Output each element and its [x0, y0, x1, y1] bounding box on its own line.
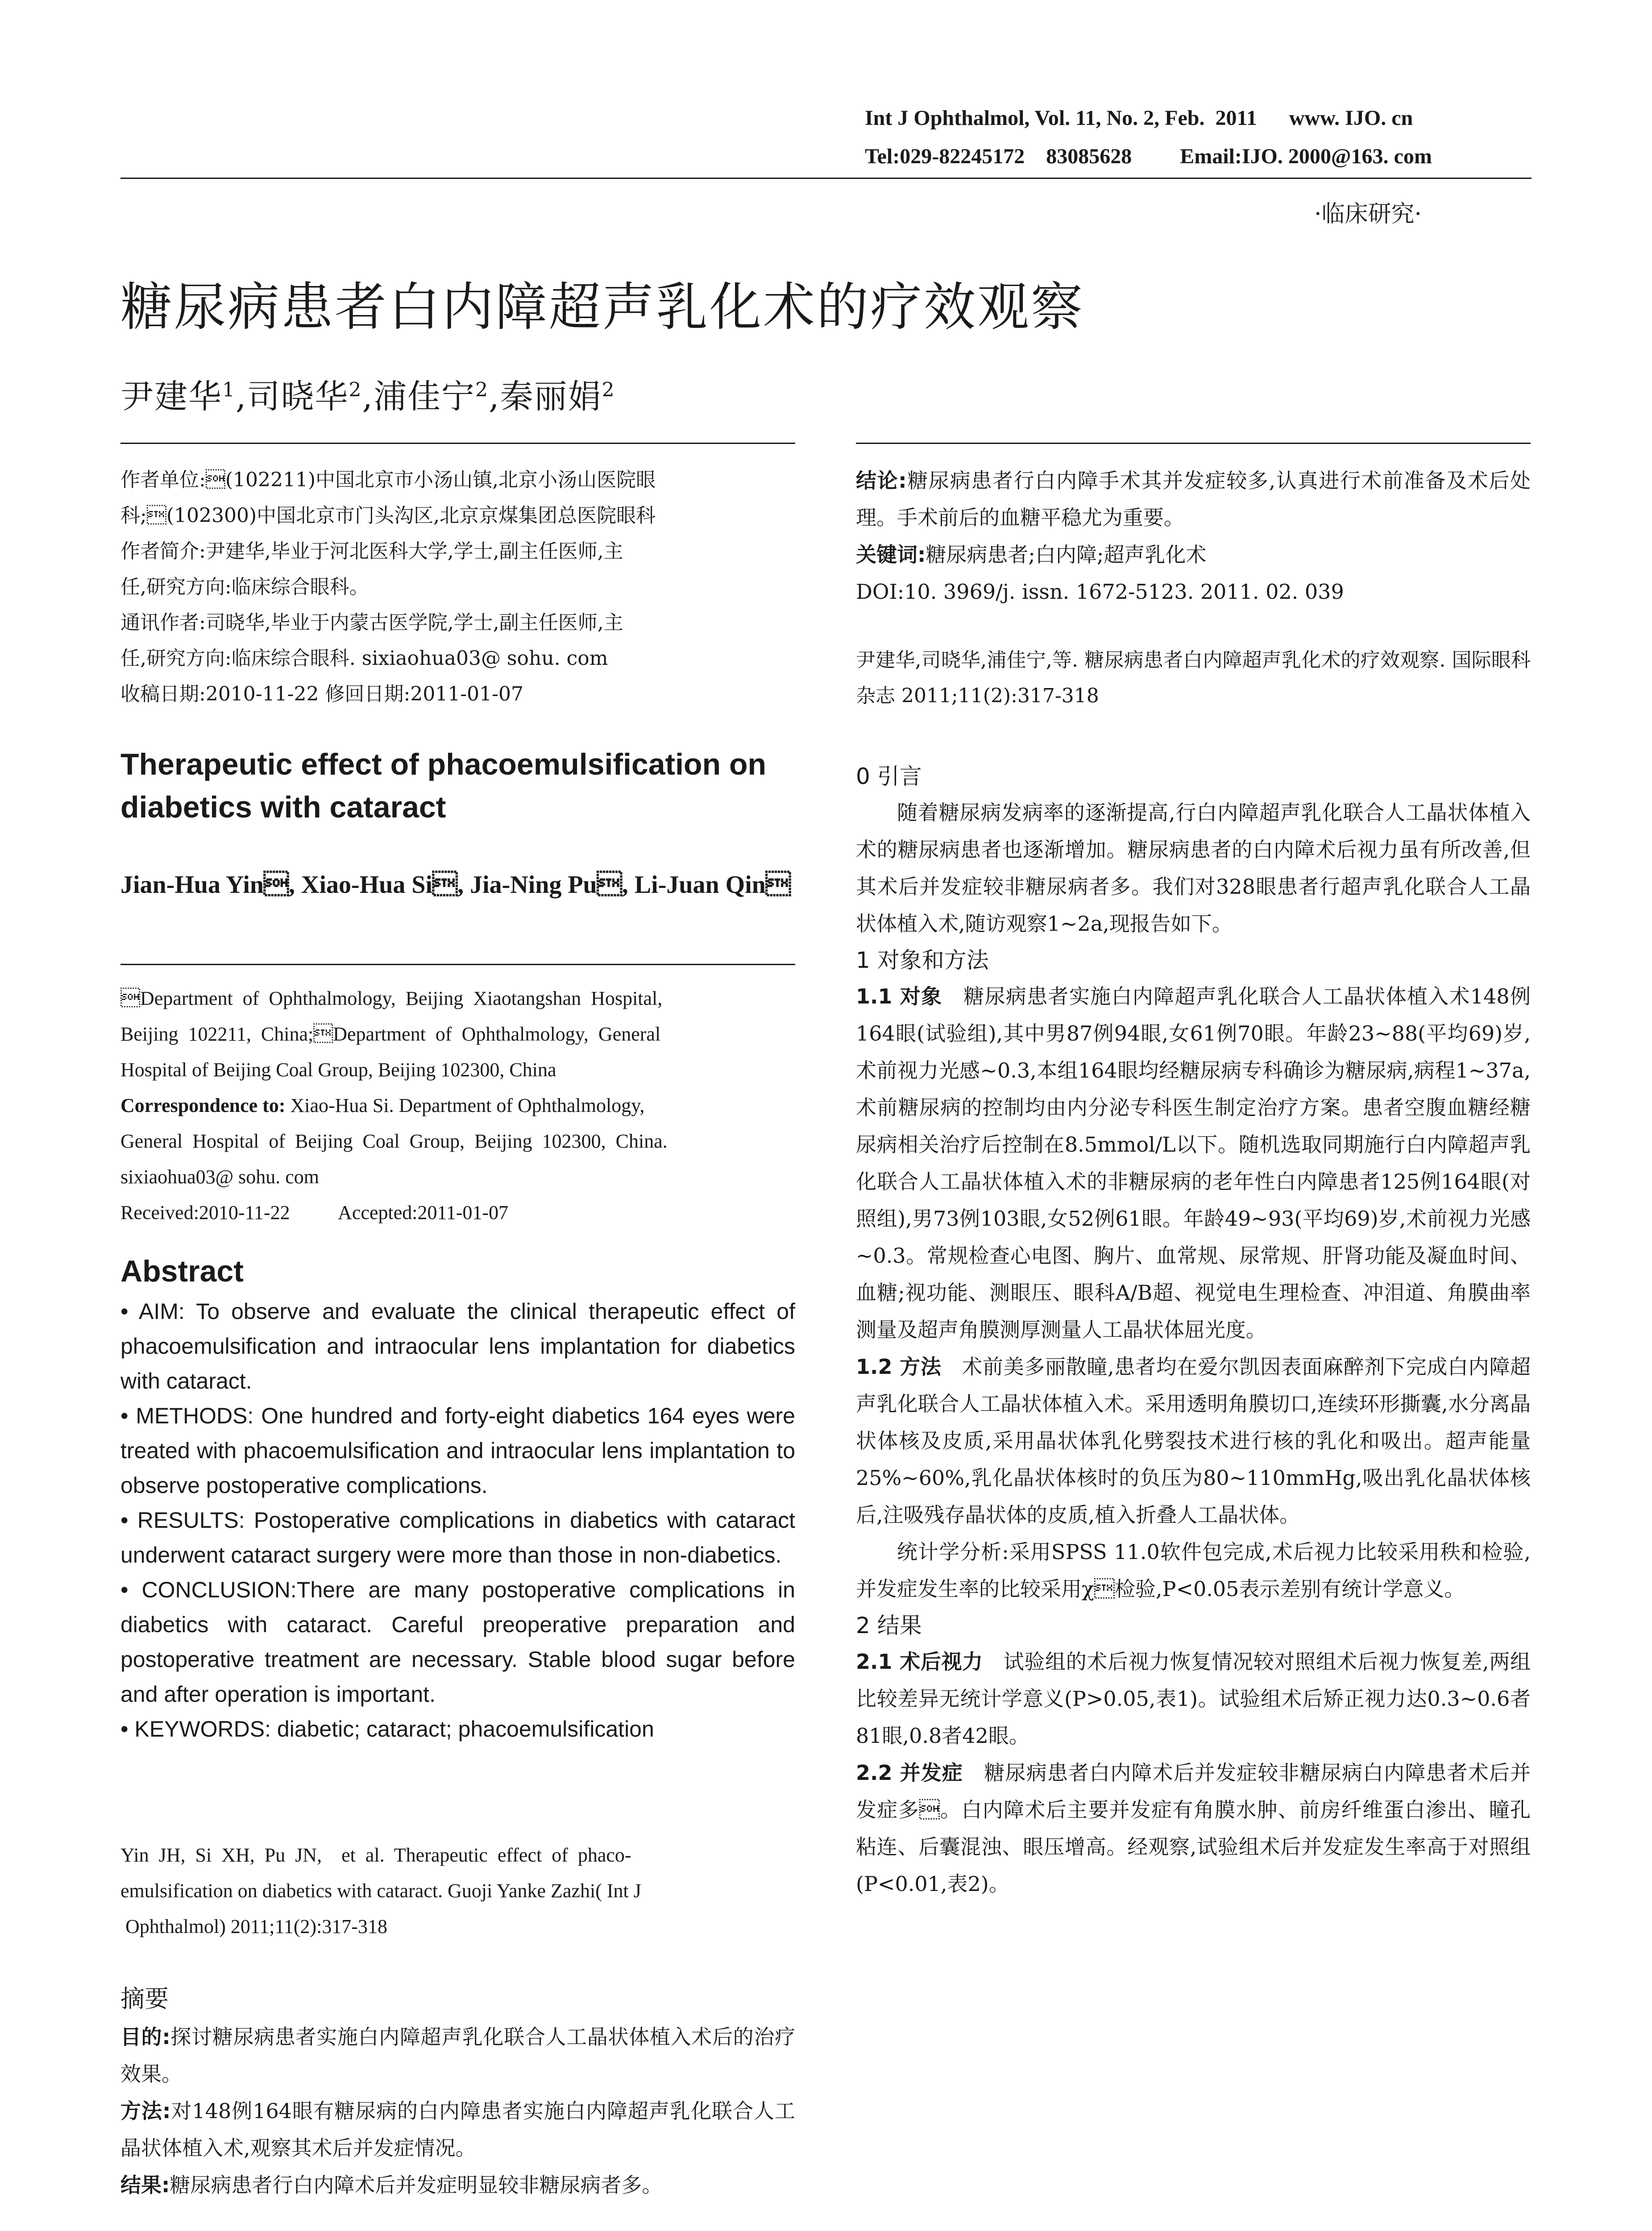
- zh-abstract-text: 对148例164眼有糖尿病的白内障患者实施白内障超声乳化联合人工晶状体植入术,观察其术后并发症情况。: [120, 2099, 795, 2160]
- english-title: Therapeutic effect of phacoemulsification on diabetics with cataract: [120, 747, 767, 824]
- author-affiliation-mark: 2: [602, 378, 615, 402]
- english-affiliations: [120, 981, 795, 1231]
- zh-abstract-text: 糖尿病患者行白内障术后并发症明显较非糖尿病者多。: [170, 2173, 663, 2197]
- info-line: 任,研究方向:临床综合眼科。: [120, 576, 369, 598]
- abstract-heading: Abstract: [120, 1254, 244, 1288]
- zh-abstract-conclusion: [856, 462, 1531, 536]
- left-column-rule: [120, 443, 795, 444]
- affiliation-rule: [120, 964, 795, 965]
- abstract-text: To observe and evaluate the clinical therapeutic effect of phacoemulsification and intraocular lens implantation for diabetics with cataract.: [120, 1299, 795, 1393]
- correspondence: [120, 1088, 795, 1124]
- zh-keywords-label: 关键词:: [856, 543, 926, 567]
- abstract-text: One hundred and forty-eight diabetics 164 eyes were treated with phacoemulsification and intraocular lens implantation to observe postoperative complications.: [120, 1403, 795, 1498]
- citation-line: emulsification on diabetics with cataract. Guoji Yanke Zazhi( Int J: [120, 1880, 641, 1902]
- subsection-label: 1.2 方法: [856, 1355, 942, 1379]
- journal-info-line: Int J Ophthalmol, Vol. 11, No. 2, Feb. 2011 www. IJO. cn: [865, 106, 1413, 130]
- abstract-aim: [120, 1294, 795, 1398]
- author-name: 秦丽娟: [500, 377, 602, 416]
- zh-abstract-heading: 摘要: [120, 1985, 169, 2013]
- abstract-body: [120, 1294, 795, 1746]
- correspondence-text: Xiao-Hua Si. Department of Ophthalmology,: [285, 1095, 645, 1116]
- right-abstract-tail: [856, 462, 1531, 610]
- abstract-label: • RESULTS:: [120, 1508, 245, 1533]
- english-citation: [120, 1837, 795, 1945]
- author-name: 尹建华: [120, 377, 222, 416]
- zh-keywords-text: 糖尿病患者;白内障;超声乳化术: [926, 543, 1207, 567]
- zh-abstract-label: 方法:: [120, 2099, 171, 2123]
- info-line: 作者单位:(102211)中国北京市小汤山镇,北京小汤山医院眼: [120, 469, 656, 491]
- info-line: 科;(102300)中国北京市门头沟区,北京京煤集团总医院眼科: [120, 504, 656, 527]
- english-authors: Jian-Hua Yin, Xiao-Hua Si, Jia-Ning Pu, Li-Juan Qin: [120, 871, 791, 899]
- abstract-text: There are many postoperative complications in diabetics with cataract. Careful preoperative preparation and postoperative treatment are necessary. Stable blood sugar before and after operation is important.: [120, 1577, 795, 1707]
- author-name: 司晓华: [247, 377, 349, 416]
- author-affiliation-mark: 2: [349, 378, 362, 402]
- methods-paragraph: [856, 1348, 1531, 1534]
- complications-paragraph: [856, 1754, 1531, 1903]
- abstract-label: • AIM:: [120, 1299, 185, 1324]
- abstract-label: • KEYWORDS:: [120, 1717, 271, 1742]
- article-body: [856, 759, 1531, 1903]
- subsection-label: 1.1 对象: [856, 984, 942, 1008]
- author-name: 浦佳宁: [374, 377, 476, 416]
- author-affiliation-mark: 1: [222, 378, 236, 402]
- citation-line: Yin JH, Si XH, Pu JN, et al. Therapeutic effect of phaco-: [120, 1844, 631, 1866]
- subsection-text: 术前美多丽散瞳,患者均在爱尔凯因表面麻醉剂下完成白内障超声乳化联合人工晶状体植入术。采用透明角膜切口,连续环形撕囊,水分离晶状体核及皮质,采用晶状体乳化劈裂技术进行核的乳化和吸出。超声能量25%~60%,乳化晶状体核时的负压为80~110mmHg,吸出乳化晶状体核后,注吸残存晶状体的皮质,植入折叠人工晶状体。: [856, 1355, 1531, 1527]
- abstract-conclusion: [120, 1572, 795, 1712]
- section-heading-intro: 0 引言: [856, 763, 922, 789]
- citation-line: Ophthalmol) 2011;11(2):317-318: [120, 1916, 387, 1937]
- subsection-label: 2.2 并发症: [856, 1761, 963, 1785]
- subsection-text: 糖尿病患者白内障术后并发症较非糖尿病白内障患者术后并发症多。白内障术后主要并发症有角膜水肿、前房纤维蛋白渗出、瞳孔粘连、后囊混浊、眼压增高。经观察,试验组术后并发症发生率高于对照组(P<0.01,表2)。: [856, 1761, 1531, 1896]
- affiliation-line: Hospital of Beijing Coal Group, Beijing 102300, China: [120, 1059, 556, 1081]
- abstract-text: Postoperative complications in diabetics with cataract underwent cataract surgery were more than those in non-diabetics.: [120, 1508, 795, 1568]
- info-line: 任,研究方向:临床综合眼科. sixiaohua03@ sohu. com: [120, 647, 608, 670]
- zh-abstract-body: [120, 2019, 795, 2204]
- intro-paragraph: 随着糖尿病发病率的逐渐提高,行白内障超声乳化联合人工晶状体植入术的糖尿病患者也逐渐增加。糖尿病患者的白内障术后视力虽有所改善,但其术后并发症较非糖尿病者多。我们对328眼患者行超声乳化联合人工晶状体植入术,随访观察1~2a,现报告如下。: [856, 800, 1531, 936]
- zh-abstract-aim: [120, 2019, 795, 2093]
- received-accepted: Received:2010-11-22 Accepted:2011-01-07: [120, 1202, 509, 1223]
- zh-abstract-label: 结果:: [120, 2173, 170, 2197]
- zh-abstract-methods: [120, 2093, 795, 2167]
- author-affiliation-mark: 2: [475, 378, 489, 402]
- zh-abstract-text: 探讨糖尿病患者实施白内障超声乳化联合人工晶状体植入术后的治疗效果。: [120, 2025, 795, 2086]
- statistics-paragraph: 统计学分析:采用SPSS 11.0软件包完成,术后视力比较采用秩和检验,并发症发生率的比较采用χ检验,P<0.05表示差别有统计学意义。: [856, 1540, 1531, 1601]
- abstract-results: [120, 1503, 795, 1572]
- subjects-paragraph: [856, 978, 1531, 1348]
- section-tag: ·临床研究·: [1314, 201, 1422, 228]
- abstract-methods: [120, 1398, 795, 1503]
- abstract-keywords: [120, 1712, 795, 1746]
- right-column-rule: [856, 443, 1531, 444]
- affiliation-line: Beijing 102211, China;Department of Ophthalmology, General: [120, 1023, 661, 1045]
- section-heading-methods: 1 对象和方法: [856, 947, 989, 973]
- info-line: 收稿日期:2010-11-22 修回日期:2011-01-07: [120, 683, 524, 705]
- abstract-label: • CONCLUSION:: [120, 1577, 297, 1602]
- section-heading-results: 2 结果: [856, 1613, 922, 1638]
- header-rule: [120, 178, 1532, 179]
- subsection-text: 糖尿病患者实施白内障超声乳化联合人工晶状体植入术148例164眼(试验组),其中男87例94眼,女61例70眼。年龄23~88(平均69)岁,术前视力光感~0.3,本组164眼均经糖尿病专科确诊为糖尿病,病程1~37a,术前糖尿病的控制均由内分泌专科医生制定治疗方案。患者空腹血糖经糖尿病相关治疗后控制在8.5mmol/L以下。随机选取同期施行白内障超声乳化联合人工晶状体植入术的非糖尿病的老年性白内障患者125例164眼(对照组),男73例103眼,女52例61眼。年龄49~93(平均69)岁,术前视力光感~0.3。常规检查心电图、胸片、血常规、尿常规、肝肾功能及凝血时间、血糖;视功能、测眼压、眼科A/B超、视觉电生理检查、冲泪道、角膜曲率测量及超声角膜测厚测量人工晶状体屈光度。: [856, 984, 1531, 1342]
- subsection-text: 试验组的术后视力恢复情况较对照组术后视力恢复差,两组比较差异无统计学意义(P>0.05,表1)。试验组术后矫正视力达0.3~0.6者81眼,0.8者42眼。: [856, 1650, 1531, 1748]
- citation-cn: 尹建华,司晓华,浦佳宁,等. 糖尿病患者白内障超声乳化术的疗效观察. 国际眼科杂志 2011;11(2):317-318: [856, 649, 1531, 707]
- correspondence-line: sixiaohua03@ sohu. com: [120, 1166, 320, 1188]
- zh-abstract-text: 糖尿病患者行白内障手术其并发症较多,认真进行术前准备及术后处理。手术前后的血糖平稳尤为重要。: [856, 469, 1531, 530]
- subsection-label: 2.1 术后视力: [856, 1650, 983, 1674]
- doi: DOI:10. 3969/j. issn. 1672-5123. 2011. 02. 039: [856, 580, 1344, 604]
- correspondence-label: Correspondence to:: [120, 1095, 286, 1116]
- visual-acuity-paragraph: [856, 1643, 1531, 1754]
- correspondence-line: General Hospital of Beijing Coal Group, Beijing 102300, China.: [120, 1130, 668, 1152]
- info-line: 作者简介:尹建华,毕业于河北医科大学,学士,副主任医师,主: [120, 540, 623, 563]
- article-title-cn: 糖尿病患者白内障超声乳化术的疗效观察: [120, 277, 1084, 337]
- affiliation-line: Department of Ophthalmology, Beijing Xiaotangshan Hospital,: [120, 987, 663, 1009]
- chinese-citation: [856, 643, 1531, 714]
- info-line: 通讯作者:司晓华,毕业于内蒙古医学院,学士,副主任医师,主: [120, 611, 623, 634]
- abstract-text: diabetic; cataract; phacoemulsification: [271, 1717, 654, 1742]
- authors-cn: 尹建华$^1$,司晓华$^2$,浦佳宁$^2$,秦丽娟$^2$: [120, 377, 615, 416]
- zh-abstract-results: [120, 2167, 795, 2204]
- zh-abstract-label: 目的:: [120, 2025, 170, 2049]
- author-info-block: [120, 462, 795, 712]
- zh-abstract-label: 结论:: [856, 469, 907, 493]
- journal-contact-line: Tel:029-82245172 83085628 Email:IJO. 2000@163. com: [865, 145, 1432, 168]
- abstract-label: • METHODS:: [120, 1403, 254, 1428]
- zh-keywords: [856, 536, 1531, 573]
